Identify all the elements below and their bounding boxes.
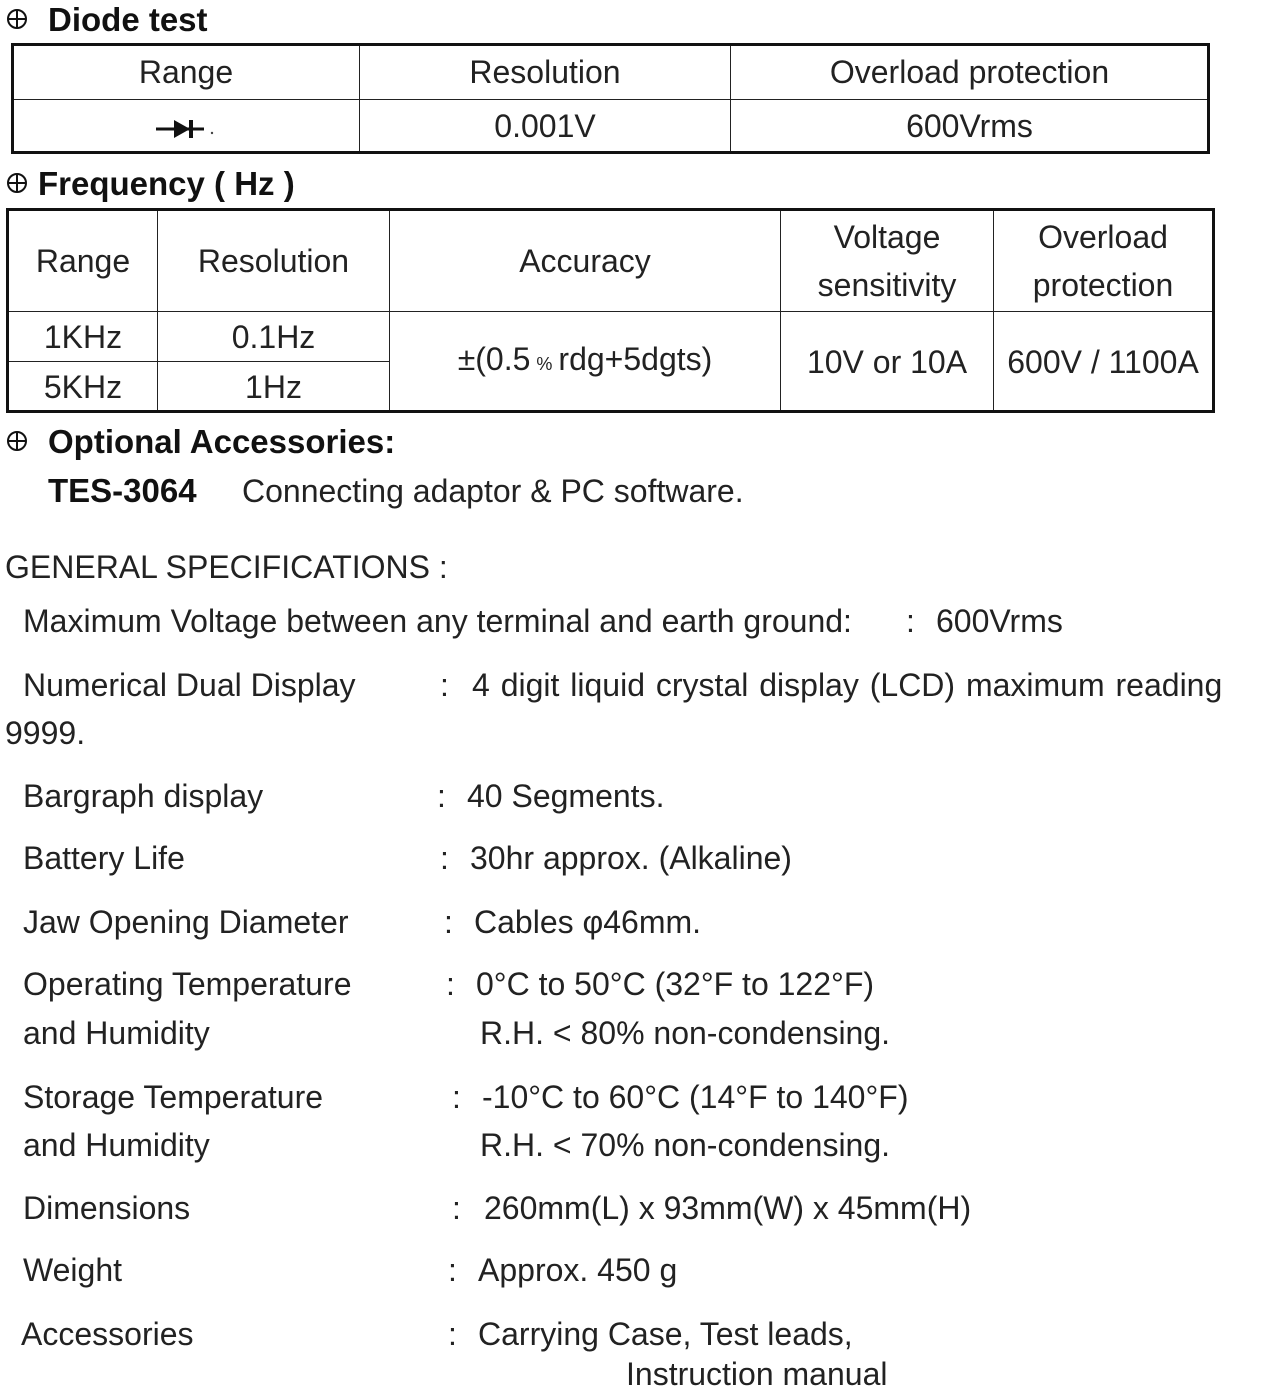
freq-accuracy-value	[390, 312, 781, 412]
diode-overload-value: 600Vrms	[731, 100, 1209, 153]
spec-colon: :	[437, 778, 446, 814]
spec-max-voltage-value: 600Vrms	[936, 603, 1063, 639]
spec-colon: :	[906, 603, 915, 639]
freq-row1-resolution: 0.1Hz	[158, 312, 390, 362]
freq-accuracy-percent: %	[536, 354, 553, 374]
freq-header-overload	[994, 211, 1213, 312]
diode-test-table	[12, 44, 1209, 153]
freq-accuracy-prefix: ±(0.5	[457, 341, 531, 377]
freq-header-voltage	[781, 211, 994, 312]
freq-header-overload-line2: protection	[1032, 267, 1174, 303]
freq-voltage-value: 10V or 10A	[781, 312, 994, 412]
spec-colon: :	[446, 966, 455, 1002]
freq-row2-range: 5KHz	[9, 362, 158, 412]
frequency-table	[8, 210, 1213, 412]
accessory-description: Connecting adaptor & PC software.	[242, 473, 744, 509]
spec-display-value: 4 digit liquid crystal display (LCD) maximum reading	[472, 667, 1223, 703]
diode-test-heading	[6, 0, 208, 40]
spec-st-temp-label-line1: Storage Temperature	[23, 1079, 324, 1115]
spec-st-temp-value-line2: R.H. < 70% non-condensing.	[480, 1127, 891, 1163]
spec-bargraph-label: Bargraph display	[23, 778, 264, 814]
diode-range-cell	[13, 100, 360, 153]
freq-header-accuracy: Accuracy	[390, 211, 781, 312]
freq-accuracy-suffix: rdg+5dgts)	[558, 341, 713, 377]
spec-op-temp-value-line1: 0°C to 50°C (32°F to 122°F)	[476, 966, 875, 1002]
freq-row2-resolution: 1Hz	[158, 362, 390, 412]
spec-colon: :	[440, 840, 449, 876]
freq-header-voltage-line2: sensitivity	[817, 267, 957, 303]
freq-header-overload-line1: Overload	[1038, 219, 1168, 255]
freq-header-range: Range	[9, 211, 158, 312]
freq-overload-value: 600V / 1100A	[994, 312, 1213, 412]
circle-plus-icon	[6, 8, 28, 30]
general-specifications-heading: GENERAL SPECIFICATIONS :	[5, 549, 448, 585]
spec-op-temp-value-line2: R.H. < 80% non-condensing.	[480, 1015, 891, 1051]
frequency-heading	[6, 164, 295, 204]
spec-display-label: Numerical Dual Display	[23, 667, 356, 703]
optional-accessories-title: Optional Accessories:	[48, 423, 396, 460]
optional-accessories-heading	[6, 422, 395, 462]
spec-st-temp-value-line1: -10°C to 60°C (14°F to 140°F)	[482, 1079, 909, 1115]
spec-op-temp-label-line1: Operating Temperature	[23, 966, 352, 1002]
spec-weight-value: Approx. 450 g	[478, 1252, 678, 1288]
diode-header-range: Range	[13, 45, 360, 100]
spec-max-voltage-label: Maximum Voltage between any terminal and earth ground:	[23, 603, 852, 639]
accessory-model: TES-3064	[48, 472, 197, 509]
freq-row1-range: 1KHz	[9, 312, 158, 362]
spec-op-temp-label-line2: and Humidity	[23, 1015, 210, 1051]
spec-colon: :	[448, 1316, 457, 1352]
spec-colon: :	[440, 667, 449, 703]
spec-colon: :	[448, 1252, 457, 1288]
spec-display-value-cont: 9999.	[5, 715, 86, 751]
spec-battery-value: 30hr approx. (Alkaline)	[470, 840, 792, 876]
spec-dimensions-label: Dimensions	[23, 1190, 191, 1226]
spec-weight-label: Weight	[23, 1252, 123, 1288]
spec-jaw-value: Cables φ46mm.	[474, 904, 702, 940]
diode-test-title: Diode test	[48, 1, 208, 38]
diode-header-overload: Overload protection	[731, 45, 1209, 100]
freq-header-voltage-line1: Voltage	[833, 219, 941, 255]
frequency-title: Frequency ( Hz )	[38, 165, 295, 202]
spec-dimensions-value: 260mm(L) x 93mm(W) x 45mm(H)	[484, 1190, 972, 1226]
spec-accessories-label: Accessories	[21, 1316, 194, 1352]
spec-battery-label: Battery Life	[23, 840, 185, 876]
spec-jaw-label: Jaw Opening Diameter	[23, 904, 349, 940]
diode-resolution-value: 0.001V	[360, 100, 731, 153]
freq-header-resolution: Resolution	[158, 211, 390, 312]
spec-colon: :	[452, 1190, 461, 1226]
spec-accessories-value-line1: Carrying Case, Test leads,	[478, 1316, 853, 1352]
spec-accessories-value-line2: Instruction manual	[626, 1356, 888, 1392]
circle-plus-icon	[6, 172, 28, 194]
spec-colon: :	[444, 904, 453, 940]
spec-colon: :	[452, 1079, 461, 1115]
circle-plus-icon	[6, 430, 28, 452]
diode-header-resolution: Resolution	[360, 45, 731, 100]
spec-bargraph-value: 40 Segments.	[467, 778, 665, 814]
diode-symbol-icon	[154, 117, 218, 141]
spec-st-temp-label-line2: and Humidity	[23, 1127, 210, 1163]
